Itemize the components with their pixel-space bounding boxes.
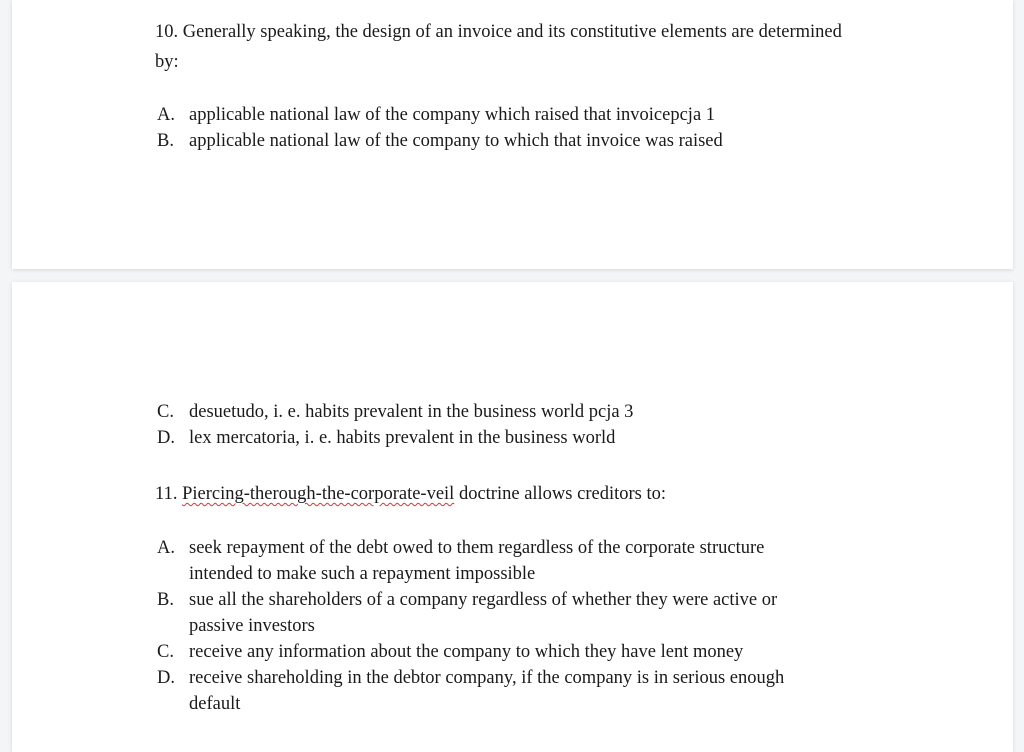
option-label: B.	[157, 590, 174, 610]
question-11-text	[155, 481, 666, 507]
option-label: D.	[157, 428, 175, 448]
document-page-2	[12, 282, 1013, 752]
option-text: desuetudo, i. e. habits prevalent in the business world pcja 3	[189, 402, 634, 422]
question-rest: doctrine allows creditors to:	[454, 484, 666, 504]
option-label: B.	[157, 131, 174, 151]
question-10-text: 10. Generally speaking, the design of an invoice and its constitutive elements are determined	[155, 22, 842, 42]
option-text: applicable national law of the company to which that invoice was raised	[189, 131, 723, 151]
option-text: seek repayment of the debt owed to them regardless of the corporate structure	[189, 538, 765, 558]
option-label: C.	[157, 642, 174, 662]
option-text: receive shareholding in the debtor company, if the company is in serious enough	[189, 668, 785, 688]
spellcheck-term[interactable]: Piercing-therough-the-corporate-veil	[182, 484, 455, 504]
option-text-cont: default	[189, 694, 241, 714]
option-text: lex mercatoria, i. e. habits prevalent in the business world	[189, 428, 616, 448]
option-text-cont: passive investors	[189, 616, 315, 636]
document-page-1	[12, 0, 1013, 269]
option-text-cont: intended to make such a repayment impossible	[189, 564, 536, 584]
option-label: C.	[157, 402, 174, 422]
option-text: receive any information about the company to which they have lent money	[189, 642, 744, 662]
option-label: A.	[157, 105, 175, 125]
option-text: applicable national law of the company which raised that invoicepcja 1	[189, 105, 716, 125]
option-label: D.	[157, 668, 175, 688]
question-10-text-cont: by:	[155, 52, 179, 72]
option-label: A.	[157, 538, 175, 558]
option-text: sue all the shareholders of a company regardless of whether they were active or	[189, 590, 778, 610]
question-number: 11.	[155, 484, 178, 504]
